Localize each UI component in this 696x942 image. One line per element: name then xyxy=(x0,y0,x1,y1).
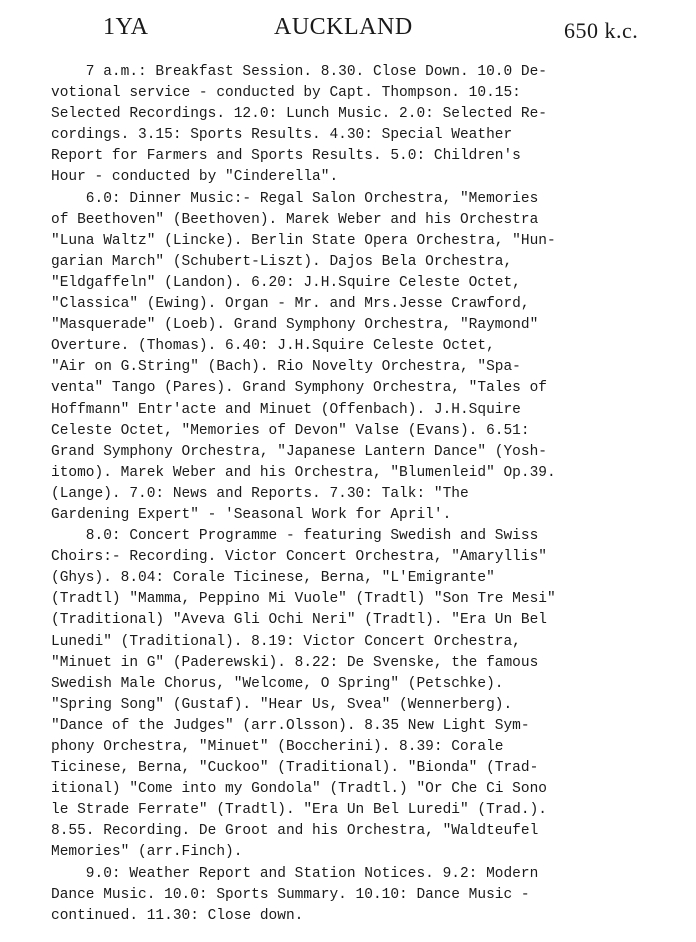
programme-line: "Air on G.String" (Bach). Rio Novelty Orchestra, "Spa- xyxy=(51,359,521,376)
programme-paragraph xyxy=(51,62,691,189)
programme-line: itional) "Come into my Gondola" (Tradtl.) "Or Che Ci Sono xyxy=(51,781,547,798)
programme-line: of Beethoven" (Beethoven). Marek Weber and his Orchestra xyxy=(51,211,539,228)
programme-paragraph xyxy=(51,864,691,927)
programme-line: 8.55. Recording. De Groot and his Orchestra, "Waldteufel xyxy=(51,823,539,840)
programme-line: Hour - conducted by "Cinderella". xyxy=(51,169,339,186)
station-city: AUCKLAND xyxy=(274,14,413,40)
programme-line: continued. 11.30: Close down. xyxy=(51,907,304,924)
programme-line: 6.0: Dinner Music:- Regal Salon Orchestra, "Memories xyxy=(51,190,539,207)
programme-line: Lunedi" (Traditional). 8.19: Victor Concert Orchestra, xyxy=(51,633,521,650)
programme-line: Report for Farmers and Sports Results. 5.0: Children's xyxy=(51,148,521,165)
station-frequency: 650 k.c. xyxy=(564,18,639,43)
programme-line: phony Orchestra, "Minuet" (Boccherini). 8.39: Corale xyxy=(51,739,504,755)
programme-line: "Dance of the Judges" (arr.Olsson). 8.35 New Light Sym- xyxy=(51,717,530,734)
programme-line: Swedish Male Chorus, "Welcome, O Spring" (Petschke). xyxy=(51,675,504,692)
programme-line: "Eldgaffeln" (Landon). 6.20: J.H.Squire Celeste Octet, xyxy=(51,274,521,291)
programme-line: (Lange). 7.0: News and Reports. 7.30: Talk: "The xyxy=(51,485,469,502)
programme-line: Dance Music. 10.0: Sports Summary. 10.10: Dance Music - xyxy=(51,886,530,903)
programme-line: Gardening Expert" - 'Seasonal Work for April'. xyxy=(51,506,452,523)
programme-line: cordings. 3.15: Sports Results. 4.30: Special Weather xyxy=(51,127,513,144)
programme-line: (Traditional) "Aveva Gli Ochi Neri" (Tradtl). "Era Un Bel xyxy=(51,612,547,629)
programme-line: Celeste Octet, "Memories of Devon" Valse (Evans). 6.51: xyxy=(51,422,530,439)
programme-line: Overture. (Thomas). 6.40: J.H.Squire Celeste Octet, xyxy=(51,338,495,355)
programme-line: Memories" (arr.Finch). xyxy=(51,844,243,861)
programme-line: Selected Recordings. 12.0: Lunch Music. 2.0: Selected Re- xyxy=(51,106,547,123)
programme-line: "Luna Waltz" (Lincke). Berlin State Opera Orchestra, "Hun- xyxy=(51,232,556,249)
programme-line: "Classica" (Ewing). Organ - Mr. and Mrs.Jesse Crawford, xyxy=(51,296,530,313)
programme-line: venta" Tango (Pares). Grand Symphony Orchestra, "Tales of xyxy=(51,380,547,397)
programme-paragraph xyxy=(51,189,691,527)
programme-line: "Spring Song" (Gustaf). "Hear Us, Svea" (Wennerberg). xyxy=(51,696,513,713)
programme-listing xyxy=(51,62,691,927)
programme-line: (Tradtl) "Mamma, Peppino Mi Vuole" (Tradtl) "Son Tre Mesi" xyxy=(51,591,556,608)
programme-line: (Ghys). 8.04: Corale Ticinese, Berna, "L'Emigrante" xyxy=(51,570,495,587)
programme-line: itomo). Marek Weber and his Orchestra, "Blumenleid" Op.39. xyxy=(51,464,556,481)
station-header xyxy=(0,8,696,44)
programme-line: 7 a.m.: Breakfast Session. 8.30. Close Down. 10.0 De- xyxy=(51,64,547,80)
programme-paragraph xyxy=(51,526,691,864)
programme-line: "Minuet in G" (Paderewski). 8.22: De Svenske, the famous xyxy=(51,654,539,671)
programme-line: le Strade Ferrate" (Tradtl). "Era Un Bel Luredi" (Trad.). xyxy=(51,802,547,819)
programme-line: 9.0: Weather Report and Station Notices. 9.2: Modern xyxy=(51,865,539,882)
programme-line: 8.0: Concert Programme - featuring Swedish and Swiss xyxy=(51,528,539,545)
programme-line: Ticinese, Berna, "Cuckoo" (Traditional). "Bionda" (Trad- xyxy=(51,760,539,777)
programme-line: Hoffmann" Entr'acte and Minuet (Offenbach). J.H.Squire xyxy=(51,401,521,418)
programme-line: Grand Symphony Orchestra, "Japanese Lantern Dance" (Yosh- xyxy=(51,443,547,460)
programme-line: votional service - conducted by Capt. Thompson. 10.15: xyxy=(51,85,521,102)
programme-line: garian March" (Schubert-Liszt). Dajos Bela Orchestra, xyxy=(51,253,513,270)
station-call-sign: 1YA xyxy=(103,14,149,40)
programme-line: "Masquerade" (Loeb). Grand Symphony Orchestra, "Raymond" xyxy=(51,317,539,334)
programme-line: Choirs:- Recording. Victor Concert Orchestra, "Amaryllis" xyxy=(51,549,547,566)
